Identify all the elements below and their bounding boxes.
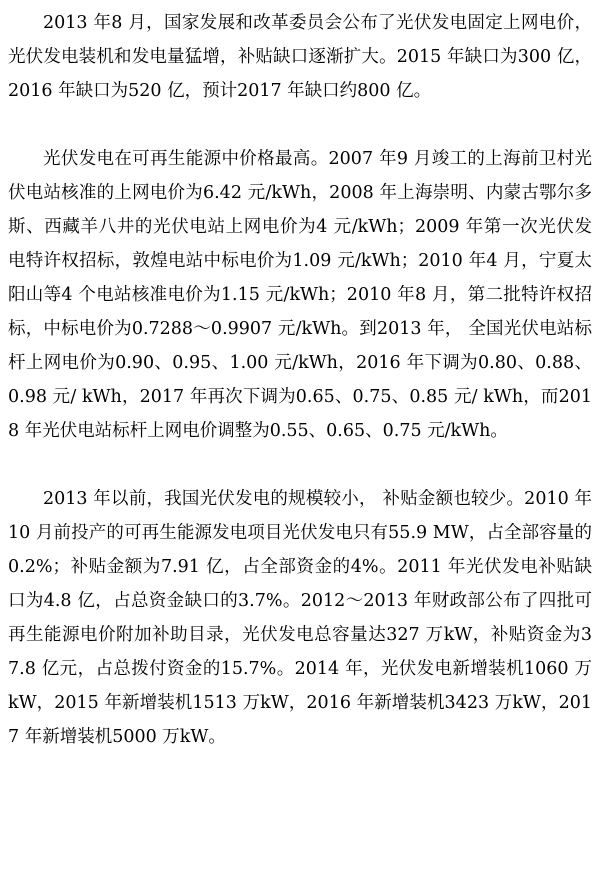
paragraph-pv-price-history: 光伏发电在可再生能源中价格最高。2007 年9 月竣工的上海前卫村光伏电站核准的上网电价为6.42 元/kWh，2008 年上海崇明、内蒙古鄂尔多斯、西藏羊八井的光伏电站上网电价为4 元/kWh；2009 年第一次光伏发电特许权招标，敦煌电站中标电价为1.09 元/kWh；2010 年4 月，宁夏太阳山等4 个电站核准电价为1.15 元/kWh；2010 年8 月，第二批特许权招标，中标电价为0.7288～0.9907 元/kWh。到2013 年， 全国光伏电站标杆上网电价为0.90、0.95、1.00 元/kWh，2016 年下调为0.80、0.88、0.98 元/ kWh，2017 年再次下调为0.65、0.75、0.85 元/ kWh，而2018 年光伏电站标杆上网电价调整为0.55、0.65、0.75 元/kWh。 [8, 149, 592, 441]
paragraph-subsidy-scale: 2013 年以前，我国光伏发电的规模较小， 补贴金额也较少。2010 年10 月前投产的可再生能源发电项目光伏发电只有55.9 MW，占全部容量的0.2%；补贴金额为7.91 亿，占全部资金的4%。2011 年光伏发电补贴缺口为4.8 亿，占总资金缺口的3.7%。2012～2013 年财政部公布了四批可再生能源电价附加补助目录，光伏发电总容量达327 万kW，补贴资金为37.8 亿元，占总拨付资金的15.7%。2014 年，光伏发电新增装机1060 万kW，2015 年新增装机1513 万kW，2016 年新增装机3423 万kW，2017 年新增装机5000 万kW。 [8, 489, 592, 747]
paragraph-feed-in-tariff-gap: 2013 年8 月，国家发展和改革委员会公布了光伏发电固定上网电价，光伏发电装机和发电量猛增，补贴缺口逐渐扩大。2015 年缺口为300 亿，2016 年缺口为520 亿，预计2017 年缺口约800 亿。 [8, 13, 592, 101]
